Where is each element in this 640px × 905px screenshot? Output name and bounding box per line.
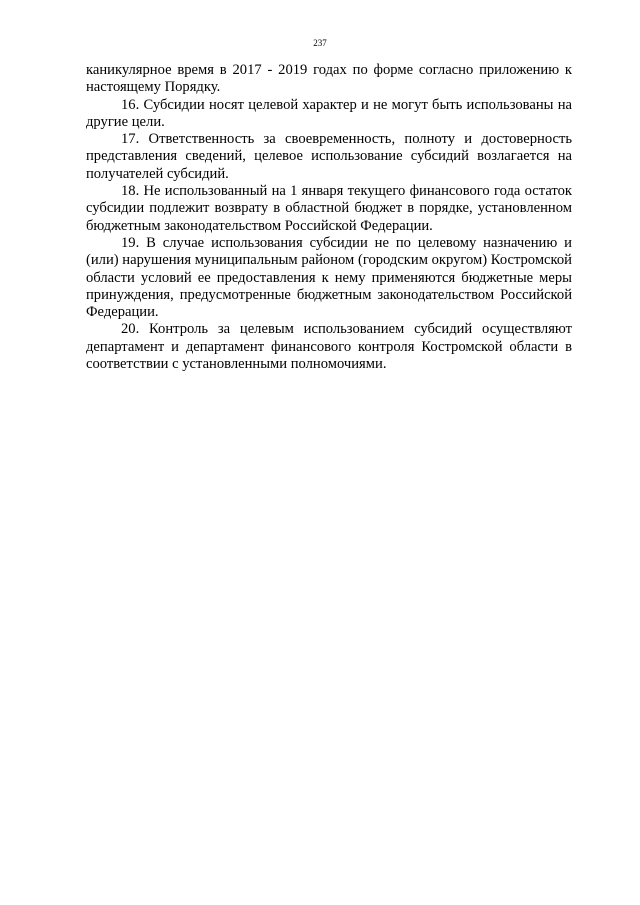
paragraph-20: 20. Контроль за целевым использованием субсидий осуществляют департамент и департамент финансового контроля Костромской области в соответствии с установленными полномочиями. [86, 321, 572, 373]
paragraph-continued: каникулярное время в 2017 - 2019 годах по форме согласно приложению к настоящему Порядку. [86, 62, 572, 96]
document-body [86, 62, 572, 373]
paragraph-17: 17. Ответственность за своевременность, полноту и достоверность представления сведений, целевое использование субсидий возлагается на получателей субсидий. [86, 131, 572, 182]
paragraph-16: 16. Субсидии носят целевой характер и не могут быть использованы на другие цели. [86, 96, 572, 130]
paragraph-19: 19. В случае использования субсидии не по целевому назначению и (или) нарушения муниципальным районом (городским округом) Костромской области условий ее предоставления к нему применяются бюджетные меры принуждения, предусмотренные бюджетным законодательством Российской Федерации. [86, 234, 572, 321]
page-number: 237 [313, 38, 327, 48]
paragraph-18: 18. Не использованный на 1 января текущего финансового года остаток субсидии подлежит возврату в областной бюджет в порядке, установленном бюджетным законодательством Российской Федерации. [86, 183, 572, 234]
